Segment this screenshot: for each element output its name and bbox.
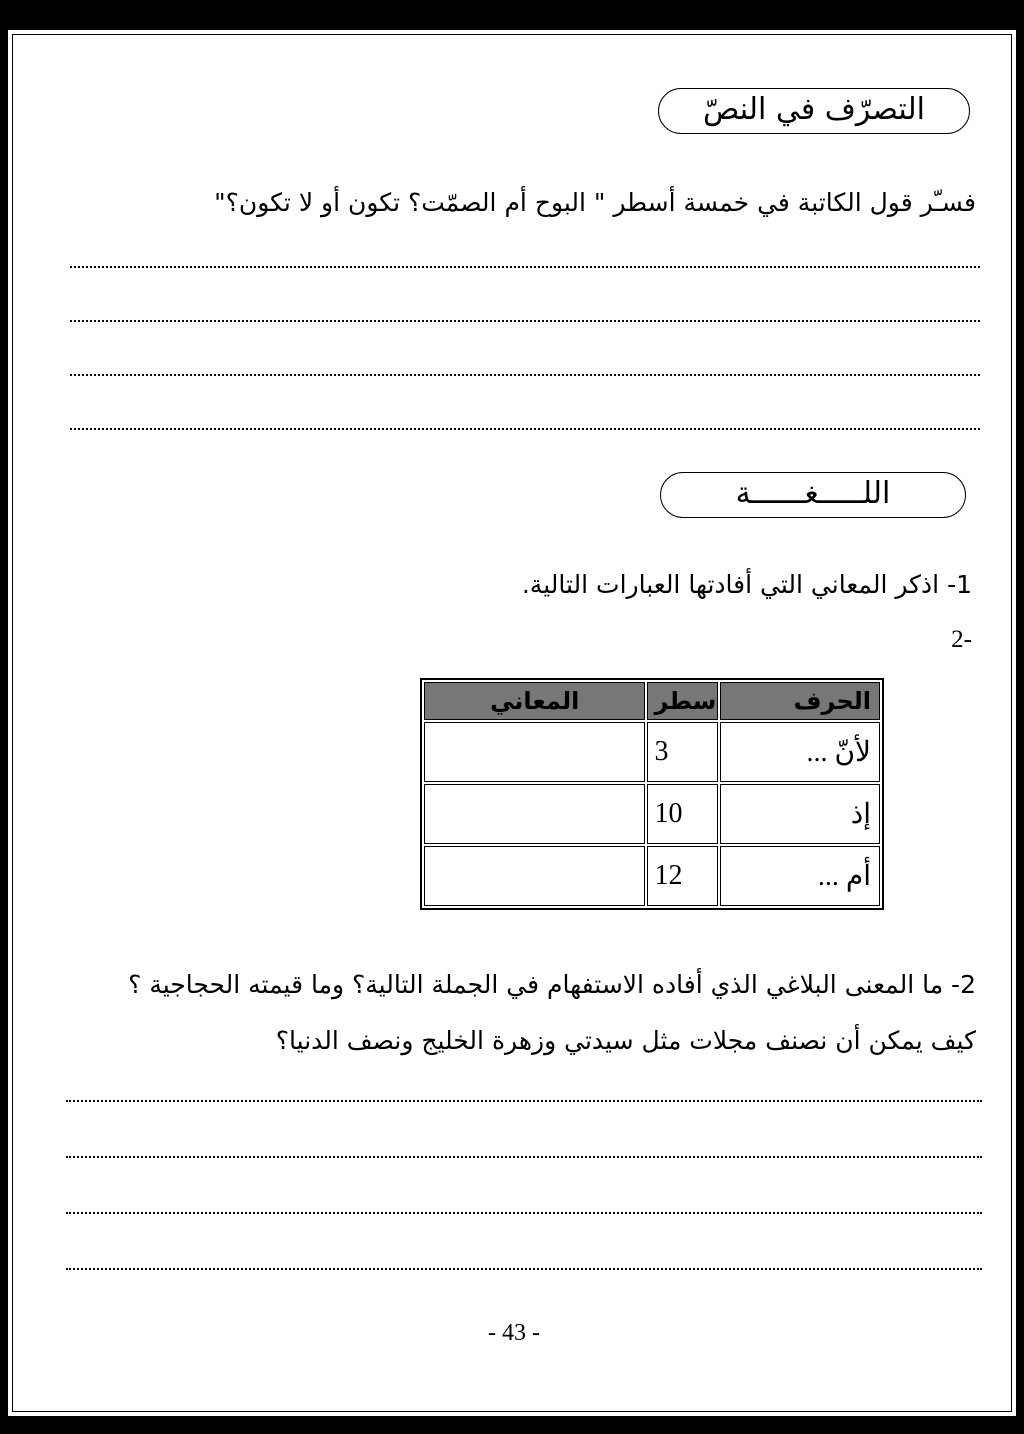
answer-line[interactable] xyxy=(66,1212,982,1214)
table-row xyxy=(424,722,880,782)
cell-meaning[interactable] xyxy=(424,722,645,782)
question-language-2-number: 2- xyxy=(951,626,972,653)
cell-letter: أم ... xyxy=(720,846,880,906)
section-title-morphology xyxy=(658,88,970,134)
header-letter: الحرف xyxy=(720,682,880,720)
section-title-morphology-text: التصرّف في النصّ xyxy=(703,92,925,127)
answer-line[interactable] xyxy=(66,1156,982,1158)
cell-letter: إذ xyxy=(720,784,880,844)
answer-line[interactable] xyxy=(70,374,980,376)
answer-line[interactable] xyxy=(66,1268,982,1270)
answer-line[interactable] xyxy=(66,1100,982,1102)
table-row xyxy=(424,784,880,844)
worksheet-page xyxy=(6,28,1018,1418)
cell-line: 3 xyxy=(647,722,718,782)
table-header-row xyxy=(424,682,880,720)
question-language-1: 1- اذكر المعاني التي أفادتها العبارات التالية. xyxy=(521,570,972,599)
section-title-language-text: اللـــــغــــــة xyxy=(735,476,891,511)
question-morphology: فسـّر قول الكاتبة في خمسة أسطر " البوح أم الصمّت؟ تكون أو لا تكون؟" xyxy=(214,188,976,217)
cell-line: 10 xyxy=(647,784,718,844)
header-line: سطر xyxy=(647,682,718,720)
question-language-3-line1: 2- ما المعنى البلاغي الذي أفاده الاستفهام في الجملة التالية؟ وما قيمته الحجاجية ؟ xyxy=(128,970,976,999)
answer-line[interactable] xyxy=(70,320,980,322)
header-meaning: المعاني xyxy=(424,682,645,720)
answer-line[interactable] xyxy=(70,266,980,268)
section-title-language xyxy=(660,472,966,518)
cell-meaning[interactable] xyxy=(424,846,645,906)
question-language-3-line2: كيف يمكن أن نصنف مجلات مثل سيدتي وزهرة الخليج ونصف الدنيا؟ xyxy=(275,1026,976,1055)
cell-line: 12 xyxy=(647,846,718,906)
connectors-table xyxy=(420,678,884,910)
answer-line[interactable] xyxy=(70,428,980,430)
table-row xyxy=(424,846,880,906)
cell-meaning[interactable] xyxy=(424,784,645,844)
page-number: - 43 - xyxy=(488,1320,540,1346)
cell-letter: لأنّ ... xyxy=(720,722,880,782)
